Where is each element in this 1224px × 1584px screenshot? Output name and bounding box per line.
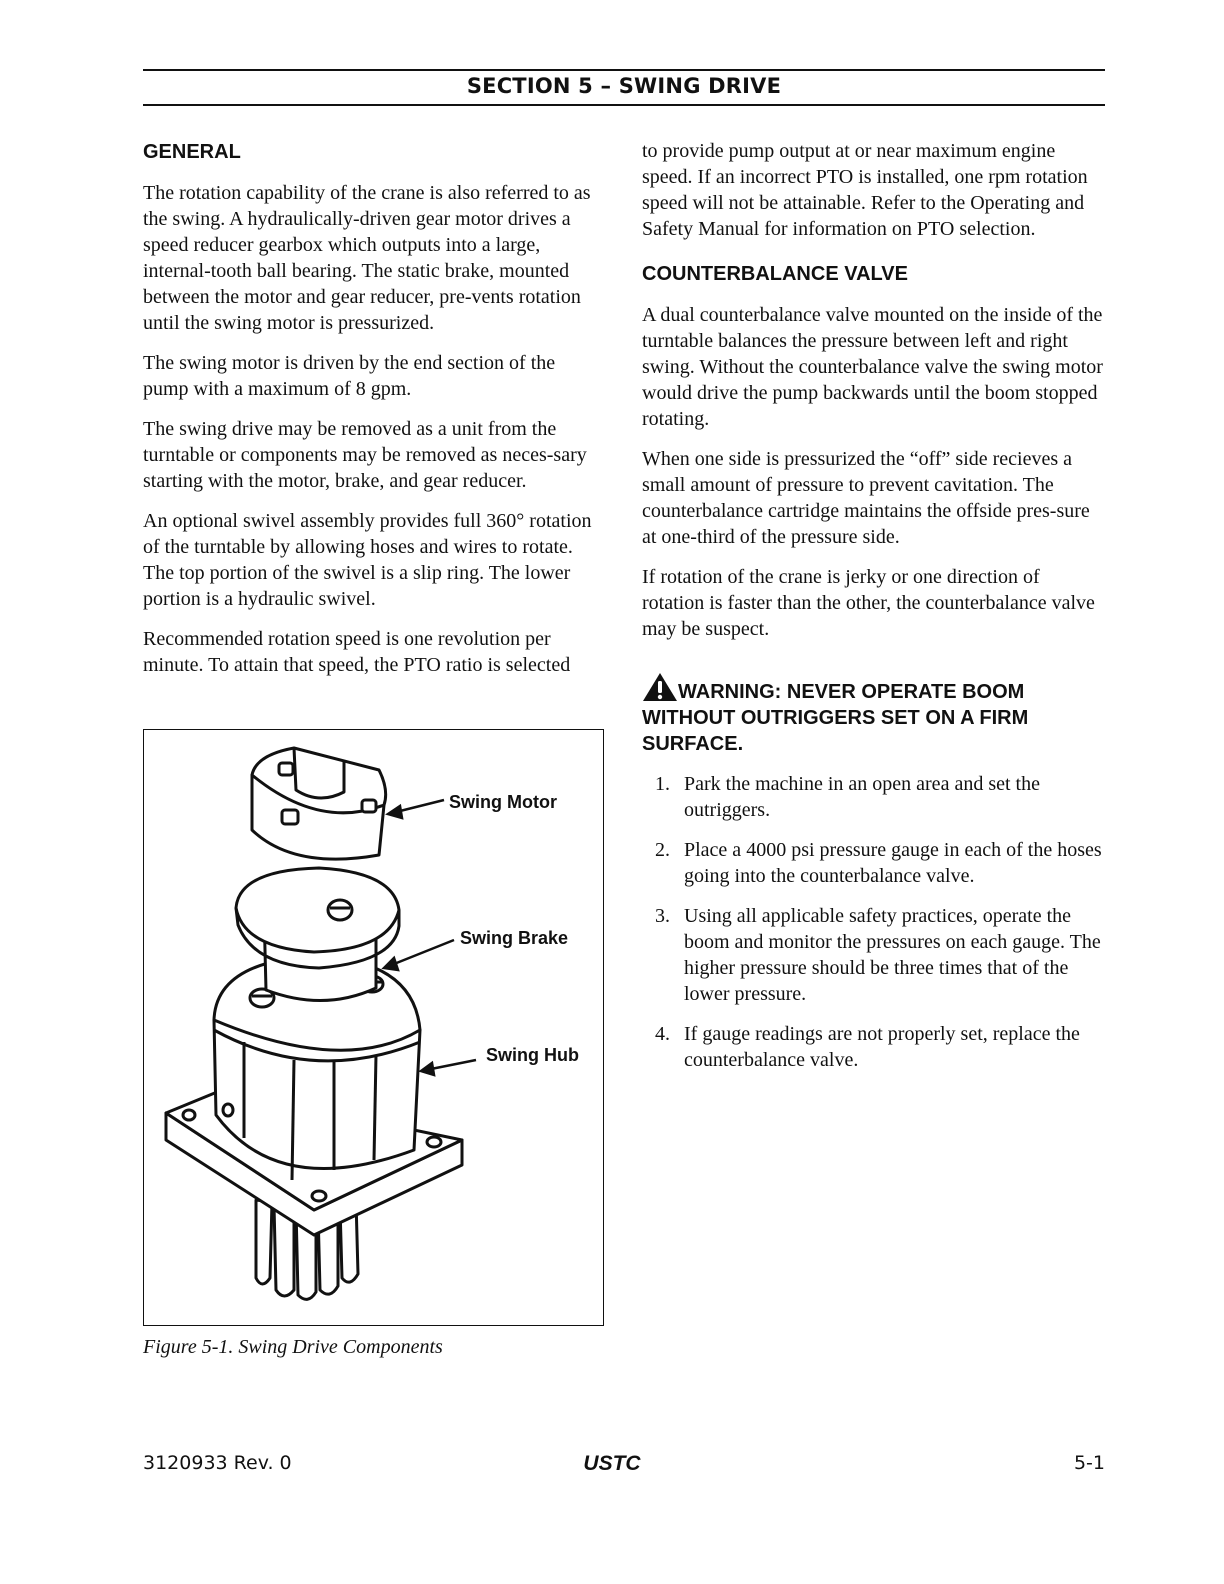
step-text: Park the machine in an open area and set the outriggers. xyxy=(684,773,1040,821)
list-item xyxy=(642,837,1105,889)
footer-brand: USTC xyxy=(583,1452,641,1475)
procedure-steps xyxy=(642,771,1105,1073)
swing-drive-figure xyxy=(143,729,604,1326)
swing-brake-label: Swing Brake xyxy=(460,928,569,948)
general-paragraph-3: The swing drive may be removed as a unit from the turntable or components may be removed as neces-sary starting with the motor, brake, and gear reducer. xyxy=(143,418,587,492)
step-number: 3. xyxy=(655,905,670,927)
general-paragraph-1: The rotation capability of the crane is also referred to as the swing. A hydraulically-driven gear motor drives a speed reducer gearbox which outputs into a large, internal-tooth ball bearing. The static brake, mounted between the motor and gear reducer, pre-vents rotation until the swing motor is pressurized. xyxy=(143,182,591,334)
footer-page-number: 5-1 xyxy=(1073,1452,1105,1474)
counterbalance-paragraph-2: When one side is pressurized the “off” side recieves a small amount of pressure to prevent cavitation. The counterbalance cartridge maintains the offside pres-sure at one-third of the pressure side. xyxy=(642,448,1090,548)
header-bottom-rule xyxy=(143,104,1105,106)
step-text: Using all applicable safety practices, operate the boom and monitor the pressures on each gauge. The higher pressure should be three times that of the lower pressure. xyxy=(684,905,1101,1005)
general-paragraph-2: The swing motor is driven by the end section of the pump with a maximum of 8 gpm. xyxy=(143,352,556,400)
step-number: 1. xyxy=(655,773,670,795)
header-top-rule xyxy=(143,69,1105,71)
step-number: 4. xyxy=(655,1023,670,1045)
footer-doc-number: 3120933 Rev. 0 xyxy=(143,1452,292,1474)
counterbalance-paragraph-3: If rotation of the crane is jerky or one direction of rotation is faster than the other, the counterbalance valve may be suspect. xyxy=(642,566,1095,640)
step-number: 2. xyxy=(655,839,670,861)
swing-motor-label: Swing Motor xyxy=(449,792,557,812)
counterbalance-paragraph-1: A dual counterbalance valve mounted on the inside of the turntable balances the pressure between left and right swing. Without the counterbalance valve the swing motor would drive the pump backwards until the boom stopped rotating. xyxy=(642,304,1103,430)
list-item xyxy=(642,903,1105,1007)
step-text: Place a 4000 psi pressure gauge in each of the hoses going into the counterbalance valve. xyxy=(684,839,1102,887)
counterbalance-heading: COUNTERBALANCE VALVE xyxy=(642,263,908,285)
swing-drive-illustration xyxy=(144,730,605,1327)
step-text: If gauge readings are not properly set, replace the counterbalance valve. xyxy=(684,1023,1080,1071)
list-item xyxy=(642,1021,1105,1073)
general-paragraph-5: Recommended rotation speed is one revolution per minute. To attain that speed, the PTO ratio is selected xyxy=(143,628,571,676)
section-title: SECTION 5 – SWING DRIVE xyxy=(466,74,782,98)
right-column xyxy=(642,138,1105,1087)
general-heading: GENERAL xyxy=(143,141,241,163)
swing-motor-icon xyxy=(252,748,386,859)
figure-caption: Figure 5-1. Swing Drive Components xyxy=(143,1336,443,1358)
list-item xyxy=(642,771,1105,823)
warning-triangle-icon xyxy=(642,672,678,702)
swing-hub-label: Swing Hub xyxy=(486,1045,579,1065)
general-paragraph-4: An optional swivel assembly provides full 360° rotation of the turntable by allowing hoses and wires to rotate. The top portion of the swivel is a slip ring. The lower portion is a hydraulic swivel. xyxy=(143,510,592,610)
warning-block xyxy=(642,672,1105,757)
warning-text: WARNING: NEVER OPERATE BOOM WITHOUT OUTRIGGERS SET ON A FIRM SURFACE. xyxy=(642,681,1029,755)
left-column xyxy=(143,138,605,692)
continued-paragraph: to provide pump output at or near maximum engine speed. If an incorrect PTO is installed, one rpm rotation speed will not be attainable. Refer to the Operating and Safety Manual for information on PTO selection. xyxy=(642,140,1088,240)
